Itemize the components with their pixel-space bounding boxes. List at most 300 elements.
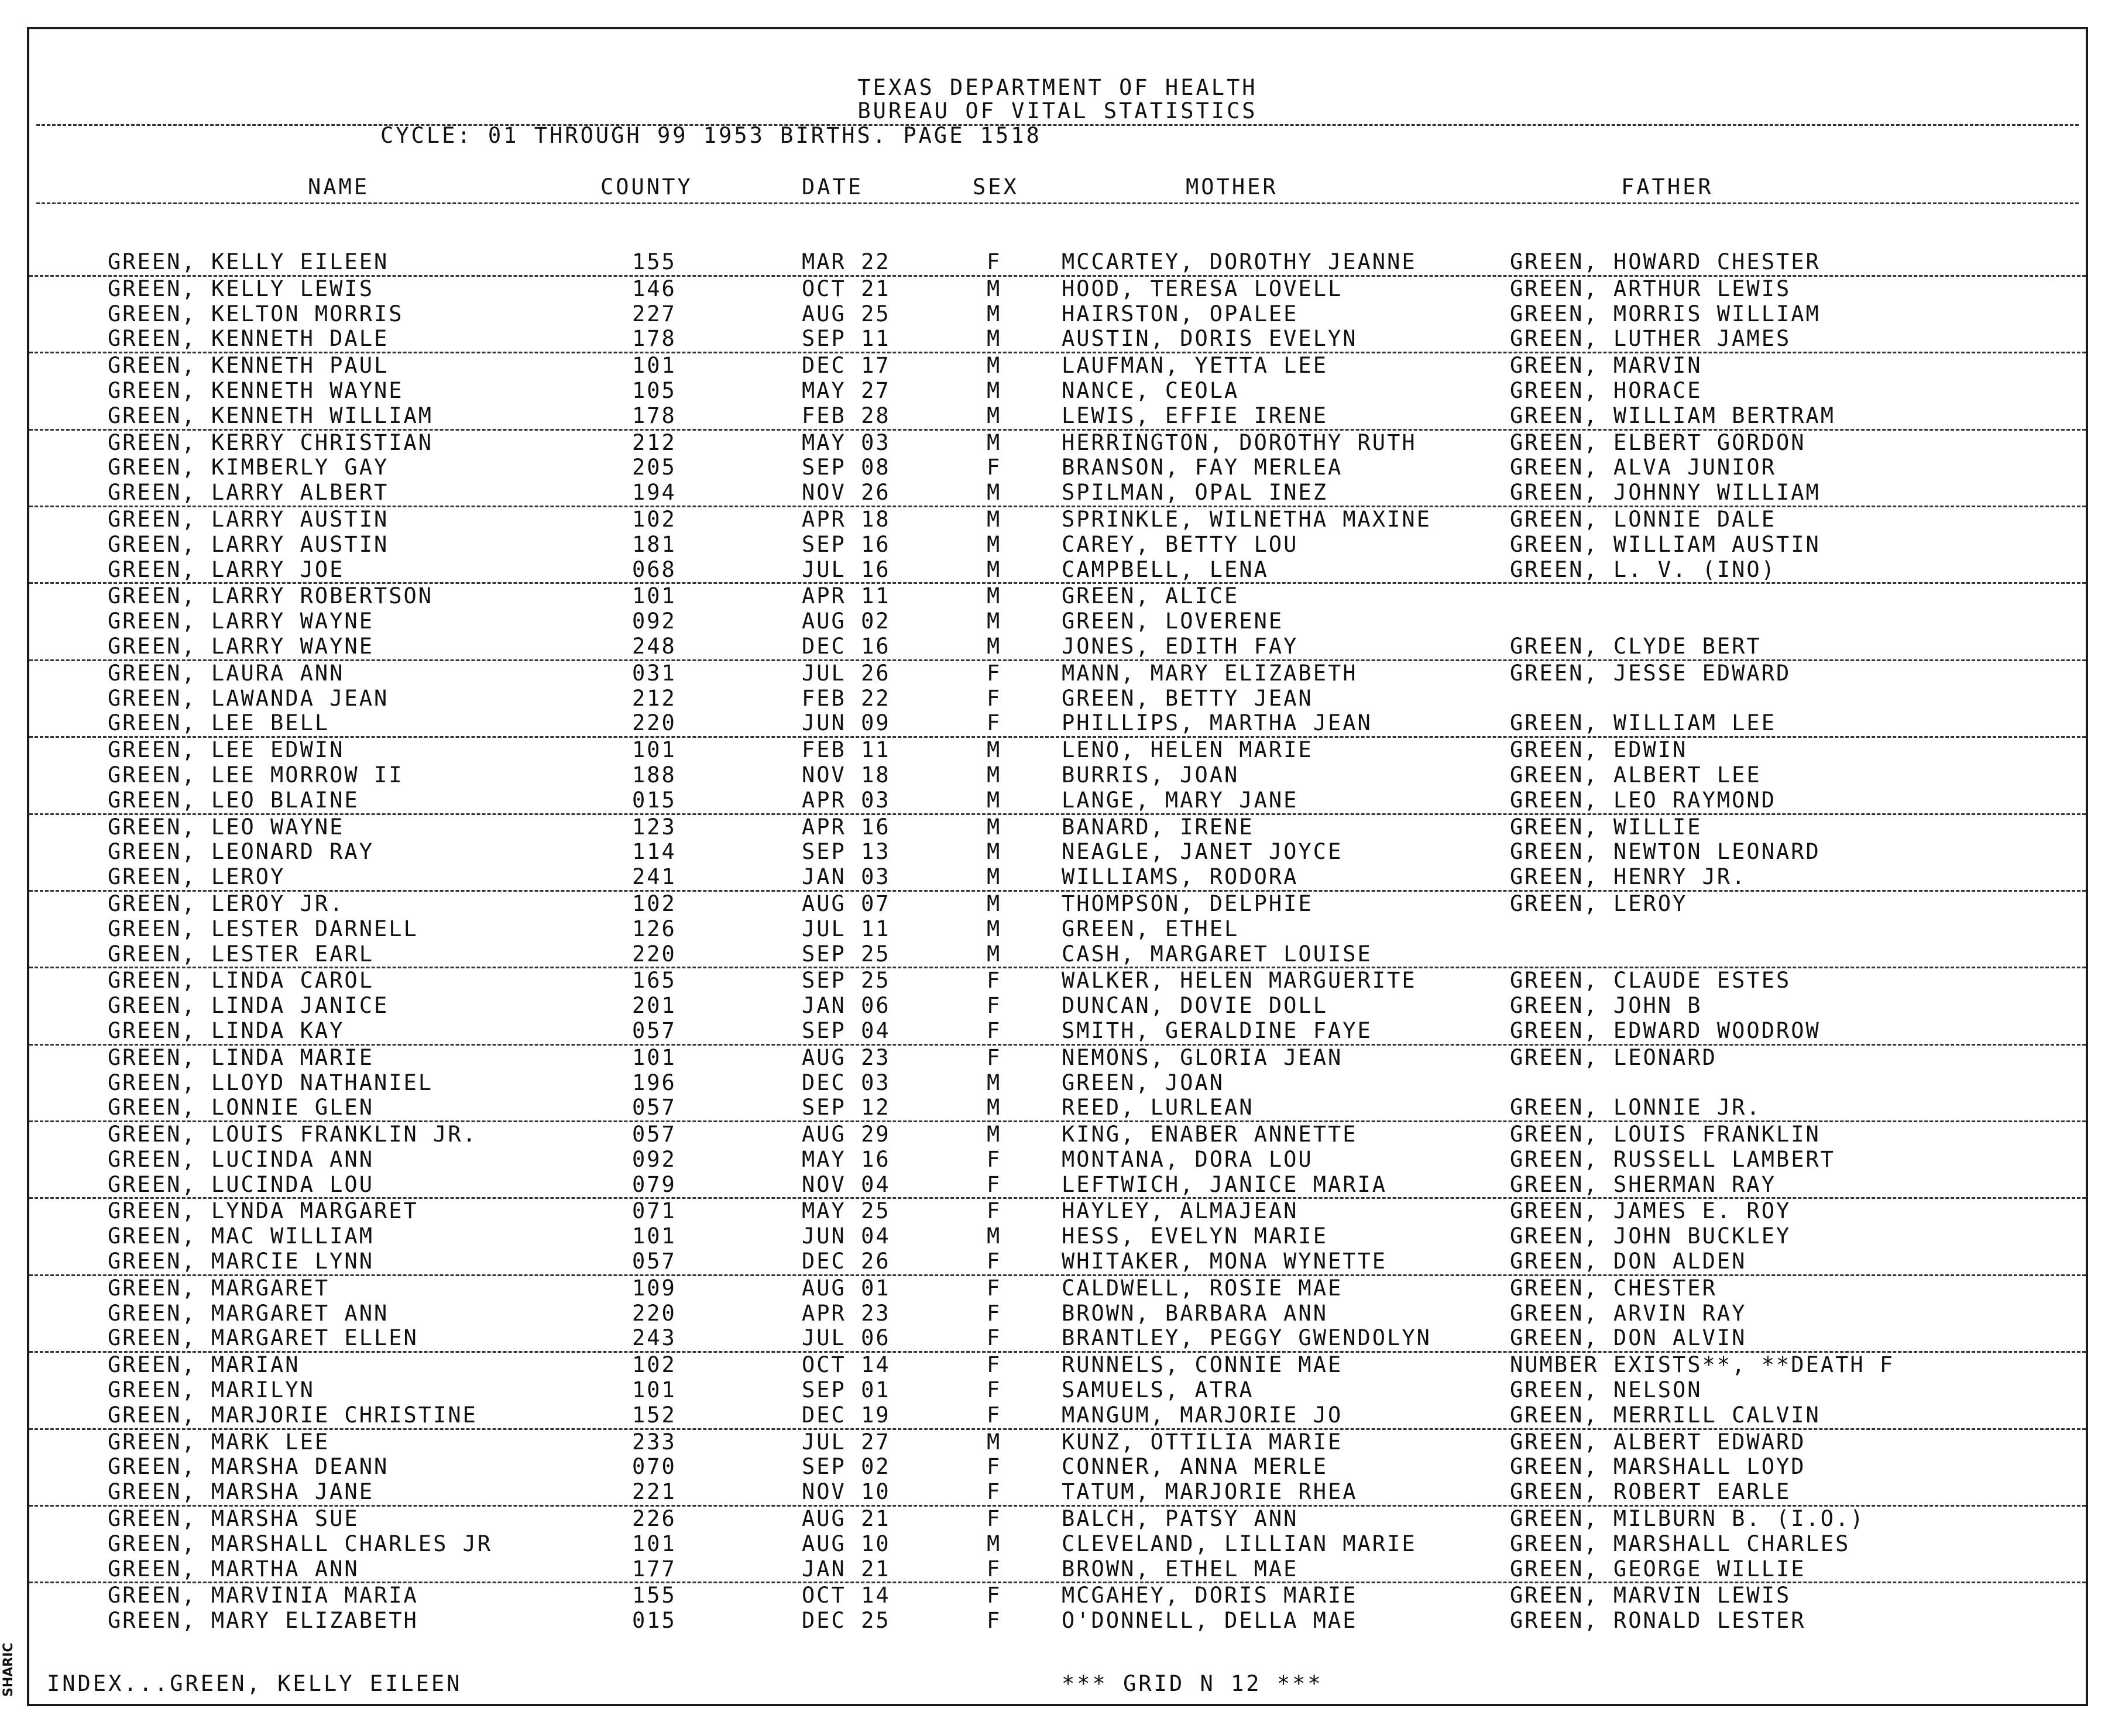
cell-county: 212	[632, 685, 677, 711]
cell-name: GREEN, LEROY	[108, 864, 286, 890]
table-row	[29, 1353, 2086, 1378]
cell-date: SEP 12	[802, 1095, 891, 1120]
table-row	[29, 250, 2086, 277]
cell-father: GREEN, WILLIAM LEE	[1510, 710, 1776, 736]
cell-county: 221	[632, 1479, 677, 1505]
cell-mother: LANGE, MARY JANE	[1062, 787, 1299, 813]
cell-date: OCT 14	[802, 1352, 891, 1378]
cell-mother: SAMUELS, ATRA	[1062, 1377, 1254, 1403]
cell-mother: SMITH, GERALDINE FAYE	[1062, 1017, 1372, 1043]
grid-label: *** GRID N 12 ***	[1062, 1671, 1323, 1696]
cell-sex: M	[987, 353, 1002, 379]
cell-name: GREEN, LEE MORROW II	[108, 762, 404, 788]
cell-mother: HOOD, TERESA LOVELL	[1062, 276, 1343, 301]
cell-mother: CALDWELL, ROSIE MAE	[1062, 1275, 1343, 1301]
cell-mother: BANARD, IRENE	[1062, 814, 1254, 840]
cell-mother: WILLIAMS, RODORA	[1062, 864, 1299, 890]
cell-mother: CLEVELAND, LILLIAN MARIE	[1062, 1531, 1417, 1556]
column-header-mother: MOTHER	[1186, 174, 1278, 200]
cell-name: GREEN, MARGARET	[108, 1275, 330, 1301]
cell-sex: F	[987, 1044, 1002, 1070]
cell-sex: M	[987, 916, 1002, 941]
cell-name: GREEN, MARCIE LYNN	[108, 1249, 374, 1274]
table-row	[29, 711, 2086, 738]
cell-father: GREEN, JOHNNY WILLIAM	[1510, 480, 1821, 506]
cell-sex: F	[987, 1583, 1002, 1608]
cell-name: GREEN, LAWANDA JEAN	[108, 685, 389, 711]
cell-father: GREEN, JAMES E. ROY	[1510, 1198, 1791, 1224]
cell-date: SEP 13	[802, 839, 891, 865]
cell-mother: KING, ENABER ANNETTE	[1062, 1122, 1358, 1147]
cell-mother: THOMPSON, DELPHIE	[1062, 891, 1313, 916]
cell-sex: F	[987, 1608, 1002, 1634]
cell-sex: M	[987, 556, 1002, 582]
cell-sex: M	[987, 377, 1002, 403]
cell-father: GREEN, ALBERT LEE	[1510, 762, 1762, 788]
cell-mother: RUNNELS, CONNIE MAE	[1062, 1352, 1343, 1378]
table-row	[29, 1608, 2086, 1634]
column-header-father: FATHER	[1621, 174, 1714, 200]
cell-name: GREEN, LONNIE GLEN	[108, 1095, 374, 1120]
cell-date: MAY 16	[802, 1146, 891, 1172]
table-row	[29, 634, 2086, 661]
cell-name: GREEN, MAC WILLIAM	[108, 1223, 374, 1249]
cell-sex: M	[987, 941, 1002, 967]
cell-county: 015	[632, 787, 677, 813]
cell-sex: M	[987, 1429, 1002, 1455]
cell-county: 068	[632, 556, 677, 582]
cell-date: SEP 25	[802, 968, 891, 994]
table-row	[29, 892, 2086, 917]
cell-name: GREEN, LARRY WAYNE	[108, 609, 374, 634]
cell-name: GREEN, LARRY AUSTIN	[108, 506, 389, 532]
cell-father: NUMBER EXISTS**, **DEATH F	[1510, 1352, 1895, 1378]
cell-sex: F	[987, 1352, 1002, 1378]
cell-mother: TATUM, MARJORIE RHEA	[1062, 1479, 1358, 1505]
cell-date: OCT 21	[802, 276, 891, 301]
cell-name: GREEN, LEROY JR.	[108, 891, 345, 916]
cell-father: GREEN, MARSHALL CHARLES	[1510, 1531, 1850, 1556]
table-row	[29, 326, 2086, 353]
table-row	[29, 1430, 2086, 1455]
cell-father: GREEN, LEO RAYMOND	[1510, 787, 1776, 813]
cell-date: JAN 06	[802, 993, 891, 1019]
table-row	[29, 558, 2086, 585]
cell-sex: M	[987, 1070, 1002, 1095]
cell-mother: HERRINGTON, DOROTHY RUTH	[1062, 429, 1417, 455]
table-row	[29, 1224, 2086, 1249]
cell-date: DEC 17	[802, 353, 891, 379]
cell-county: 102	[632, 506, 677, 532]
cell-date: SEP 02	[802, 1454, 891, 1480]
cell-name: GREEN, KENNETH WAYNE	[108, 377, 404, 403]
cell-sex: M	[987, 583, 1002, 609]
cell-father: GREEN, JESSE EDWARD	[1510, 660, 1791, 686]
cell-sex: M	[987, 787, 1002, 813]
cell-date: MAY 27	[802, 377, 891, 403]
cell-county: 031	[632, 660, 677, 686]
cell-sex: M	[987, 531, 1002, 557]
cell-father: GREEN, LUTHER JAMES	[1510, 326, 1791, 352]
cell-date: NOV 18	[802, 762, 891, 788]
cell-county: 233	[632, 1429, 677, 1455]
cell-sex: M	[987, 814, 1002, 840]
cell-date: NOV 04	[802, 1171, 891, 1197]
cell-date: AUG 10	[802, 1531, 891, 1556]
cell-county: 109	[632, 1275, 677, 1301]
cell-sex: M	[987, 506, 1002, 532]
cell-sex: M	[987, 1095, 1002, 1120]
cell-date: DEC 03	[802, 1070, 891, 1095]
table-row	[29, 1403, 2086, 1430]
cell-date: OCT 14	[802, 1583, 891, 1608]
cell-mother: MONTANA, DORA LOU	[1062, 1146, 1313, 1172]
cell-father: GREEN, ARTHUR LEWIS	[1510, 276, 1791, 301]
table-row	[29, 404, 2086, 431]
cell-county: 220	[632, 1300, 677, 1326]
cell-date: JUL 27	[802, 1429, 891, 1455]
cell-father: GREEN, ALVA JUNIOR	[1510, 455, 1776, 480]
column-header-date: DATE	[802, 174, 864, 200]
cell-date: SEP 25	[802, 941, 891, 967]
table-row	[29, 532, 2086, 558]
cell-father: GREEN, SHERMAN RAY	[1510, 1171, 1776, 1197]
cell-mother: NEMONS, GLORIA JEAN	[1062, 1044, 1343, 1070]
cell-mother: WHITAKER, MONA WYNETTE	[1062, 1249, 1388, 1274]
cell-county: 155	[632, 1583, 677, 1608]
table-row	[29, 1378, 2086, 1403]
cell-mother: AUSTIN, DORIS EVELYN	[1062, 326, 1358, 352]
cell-name: GREEN, LOUIS FRANKLIN JR.	[108, 1122, 478, 1147]
cell-date: AUG 25	[802, 301, 891, 326]
cell-mother: GREEN, ETHEL	[1062, 916, 1240, 941]
cell-sex: M	[987, 403, 1002, 428]
cell-sex: F	[987, 1275, 1002, 1301]
cell-sex: F	[987, 1454, 1002, 1480]
cell-sex: M	[987, 301, 1002, 326]
table-row	[29, 686, 2086, 711]
table-row	[29, 1276, 2086, 1301]
table-row	[29, 431, 2086, 456]
cell-father: GREEN, CLAUDE ESTES	[1510, 968, 1791, 994]
table-row	[29, 609, 2086, 634]
cell-sex: F	[987, 1198, 1002, 1224]
table-row	[29, 1507, 2086, 1532]
cell-name: GREEN, LINDA KAY	[108, 1017, 345, 1043]
cell-date: DEC 19	[802, 1402, 891, 1428]
cell-father: GREEN, EDWARD WOODROW	[1510, 1017, 1821, 1043]
cell-father: GREEN, DON ALVIN	[1510, 1325, 1747, 1351]
cell-father: GREEN, L. V. (INO)	[1510, 556, 1776, 582]
cell-father: GREEN, DON ALDEN	[1510, 1249, 1747, 1274]
cell-name: GREEN, KENNETH DALE	[108, 326, 389, 352]
cell-mother: HAYLEY, ALMAJEAN	[1062, 1198, 1299, 1224]
cell-county: 092	[632, 609, 677, 634]
cell-father: GREEN, HOWARD CHESTER	[1510, 249, 1821, 274]
cell-date: APR 03	[802, 787, 891, 813]
cell-name: GREEN, KENNETH PAUL	[108, 353, 389, 379]
cell-date: JAN 21	[802, 1556, 891, 1582]
cell-father: GREEN, ARVIN RAY	[1510, 1300, 1747, 1326]
cell-county: 101	[632, 583, 677, 609]
cell-county: 248	[632, 633, 677, 659]
cell-mother: MANGUM, MARJORIE JO	[1062, 1402, 1343, 1428]
cell-date: AUG 01	[802, 1275, 891, 1301]
cell-name: GREEN, LEO WAYNE	[108, 814, 345, 840]
cell-date: JUL 11	[802, 916, 891, 941]
table-row	[29, 1301, 2086, 1326]
cell-name: GREEN, KENNETH WILLIAM	[108, 403, 434, 428]
cell-mother: NEAGLE, JANET JOYCE	[1062, 839, 1343, 865]
table-row	[29, 788, 2086, 815]
cell-father: GREEN, LEONARD	[1510, 1044, 1717, 1070]
cell-mother: BALCH, PATSY ANN	[1062, 1506, 1299, 1532]
cell-date: MAY 25	[802, 1198, 891, 1224]
cell-name: GREEN, MARSHA DEANN	[108, 1454, 389, 1480]
side-label: SHARIC	[1, 1642, 16, 1697]
cell-mother: LENO, HELEN MARIE	[1062, 737, 1313, 763]
cell-date: JUN 09	[802, 710, 891, 736]
cell-mother: KUNZ, OTTILIA MARIE	[1062, 1429, 1343, 1455]
cell-sex: F	[987, 1300, 1002, 1326]
cell-name: GREEN, MARSHALL CHARLES JR	[108, 1531, 493, 1556]
table-row	[29, 917, 2086, 942]
bureau-title: BUREAU OF VITAL STATISTICS	[857, 98, 1258, 123]
cell-county: 243	[632, 1325, 677, 1351]
cell-county: 241	[632, 864, 677, 890]
cell-sex: M	[987, 633, 1002, 659]
cell-father: GREEN, JOHN B	[1510, 993, 1702, 1019]
cell-date: SEP 16	[802, 531, 891, 557]
cell-name: GREEN, LEE BELL	[108, 710, 330, 736]
index-label: INDEX...GREEN, KELLY EILEEN	[47, 1671, 462, 1696]
cell-name: GREEN, LLOYD NATHANIEL	[108, 1070, 434, 1095]
cell-name: GREEN, LINDA MARIE	[108, 1044, 374, 1070]
cell-sex: M	[987, 839, 1002, 865]
cell-sex: F	[987, 1556, 1002, 1582]
cell-mother: LEWIS, EFFIE IRENE	[1062, 403, 1328, 428]
table-row	[29, 1583, 2086, 1608]
cell-county: 146	[632, 276, 677, 301]
table-row	[29, 1557, 2086, 1584]
cell-sex: F	[987, 993, 1002, 1019]
cell-county: 101	[632, 737, 677, 763]
cell-name: GREEN, MARGARET ANN	[108, 1300, 389, 1326]
cell-name: GREEN, MARIAN	[108, 1352, 300, 1378]
cell-mother: O'DONNELL, DELLA MAE	[1062, 1608, 1358, 1634]
cell-county: 057	[632, 1017, 677, 1043]
cell-name: GREEN, LUCINDA LOU	[108, 1171, 374, 1197]
table-row	[29, 584, 2086, 609]
cell-father: GREEN, HENRY JR.	[1510, 864, 1747, 890]
table-row	[29, 1046, 2086, 1071]
cell-name: GREEN, MARGARET ELLEN	[108, 1325, 418, 1351]
cell-father: GREEN, RONALD LESTER	[1510, 1608, 1806, 1634]
cell-name: GREEN, KIMBERLY GAY	[108, 455, 389, 480]
cell-county: 123	[632, 814, 677, 840]
cell-father: GREEN, WILLIAM BERTRAM	[1510, 403, 1836, 428]
cell-county: 057	[632, 1122, 677, 1147]
cell-mother: CAMPBELL, LENA	[1062, 556, 1269, 582]
table-row	[29, 1095, 2086, 1122]
cell-father: GREEN, ELBERT GORDON	[1510, 429, 1806, 455]
cell-county: 188	[632, 762, 677, 788]
cell-county: 220	[632, 710, 677, 736]
cell-father: GREEN, ALBERT EDWARD	[1510, 1429, 1806, 1455]
cell-county: 152	[632, 1402, 677, 1428]
cell-date: APR 18	[802, 506, 891, 532]
cell-father: GREEN, MERRILL CALVIN	[1510, 1402, 1821, 1428]
cell-county: 015	[632, 1608, 677, 1634]
cell-county: 227	[632, 301, 677, 326]
table-row	[29, 840, 2086, 865]
cell-name: GREEN, MARSHA JANE	[108, 1479, 374, 1505]
table-row	[29, 1326, 2086, 1353]
cell-date: AUG 21	[802, 1506, 891, 1532]
cell-father: GREEN, CHESTER	[1510, 1275, 1717, 1301]
cell-sex: F	[987, 249, 1002, 274]
cell-sex: M	[987, 737, 1002, 763]
table-row	[29, 1019, 2086, 1046]
cell-mother: GREEN, ALICE	[1062, 583, 1240, 609]
cell-father: GREEN, MORRIS WILLIAM	[1510, 301, 1821, 326]
cell-county: 178	[632, 403, 677, 428]
table-row	[29, 379, 2086, 404]
cell-sex: F	[987, 1325, 1002, 1351]
cell-father: GREEN, MILBURN B. (I.O.)	[1510, 1506, 1865, 1532]
cell-sex: F	[987, 968, 1002, 994]
cell-mother: SPRINKLE, WILNETHA MAXINE	[1062, 506, 1431, 532]
cell-name: GREEN, MARY ELIZABETH	[108, 1608, 418, 1634]
table-row	[29, 738, 2086, 763]
cell-county: 194	[632, 480, 677, 506]
cell-mother: BRANTLEY, PEGGY GWENDOLYN	[1062, 1325, 1431, 1351]
cell-name: GREEN, MARVINIA MARIA	[108, 1583, 418, 1608]
cell-mother: CAREY, BETTY LOU	[1062, 531, 1299, 557]
cell-mother: MCGAHEY, DORIS MARIE	[1062, 1583, 1358, 1608]
cell-county: 205	[632, 455, 677, 480]
cell-father: GREEN, LONNIE DALE	[1510, 506, 1776, 532]
table-row	[29, 865, 2086, 892]
column-header-name: NAME	[308, 174, 370, 200]
cell-mother: BURRIS, JOAN	[1062, 762, 1240, 788]
cell-county: 057	[632, 1095, 677, 1120]
cell-mother: CONNER, ANNA MERLE	[1062, 1454, 1328, 1480]
cell-sex: F	[987, 660, 1002, 686]
cell-name: GREEN, MARILYN	[108, 1377, 315, 1403]
cell-father: GREEN, NELSON	[1510, 1377, 1702, 1403]
table-row	[29, 1249, 2086, 1276]
cell-county: 114	[632, 839, 677, 865]
cell-mother: MCCARTEY, DOROTHY JEANNE	[1062, 249, 1417, 274]
cell-father: GREEN, MARSHALL LOYD	[1510, 1454, 1806, 1480]
cell-father: GREEN, NEWTON LEONARD	[1510, 839, 1821, 865]
table-row	[29, 1122, 2086, 1147]
cell-name: GREEN, KELLY LEWIS	[108, 276, 374, 301]
cell-name: GREEN, MARK LEE	[108, 1429, 330, 1455]
cell-sex: M	[987, 609, 1002, 634]
cell-name: GREEN, LINDA CAROL	[108, 968, 374, 994]
cell-sex: M	[987, 326, 1002, 352]
cell-father: GREEN, RUSSELL LAMBERT	[1510, 1146, 1836, 1172]
cell-sex: F	[987, 1171, 1002, 1197]
cell-sex: F	[987, 1146, 1002, 1172]
cell-date: FEB 11	[802, 737, 891, 763]
cell-name: GREEN, LINDA JANICE	[108, 993, 389, 1019]
cell-county: 177	[632, 1556, 677, 1582]
table-row	[29, 1071, 2086, 1096]
cell-mother: HESS, EVELYN MARIE	[1062, 1223, 1328, 1249]
cell-date: APR 23	[802, 1300, 891, 1326]
cell-name: GREEN, LARRY ALBERT	[108, 480, 389, 506]
cell-sex: M	[987, 276, 1002, 301]
cell-name: GREEN, MARJORIE CHRISTINE	[108, 1402, 478, 1428]
cell-name: GREEN, LEO BLAINE	[108, 787, 359, 813]
cell-sex: M	[987, 864, 1002, 890]
table-row	[29, 1147, 2086, 1173]
cell-county: 220	[632, 941, 677, 967]
table-row	[29, 353, 2086, 379]
cell-mother: DUNCAN, DOVIE DOLL	[1062, 993, 1328, 1019]
cell-sex: F	[987, 1377, 1002, 1403]
cell-sex: M	[987, 891, 1002, 916]
table-row	[29, 763, 2086, 788]
cell-county: 212	[632, 429, 677, 455]
cell-sex: M	[987, 429, 1002, 455]
cell-name: GREEN, KELLY EILEEN	[108, 249, 389, 274]
cell-county: 226	[632, 1506, 677, 1532]
cell-date: JUL 26	[802, 660, 891, 686]
cell-name: GREEN, LARRY ROBERTSON	[108, 583, 434, 609]
cell-date: SEP 01	[802, 1377, 891, 1403]
cell-father: GREEN, CLYDE BERT	[1510, 633, 1762, 659]
table-row	[29, 507, 2086, 532]
cell-mother: LEFTWICH, JANICE MARIA	[1062, 1171, 1388, 1197]
cell-sex: F	[987, 1017, 1002, 1043]
cycle-line: CYCLE: 01 THROUGH 99 1953 BIRTHS. PAGE 1518	[380, 123, 1042, 148]
cell-county: 101	[632, 353, 677, 379]
cell-name: GREEN, LESTER DARNELL	[108, 916, 418, 941]
cell-father: GREEN, LONNIE JR.	[1510, 1095, 1762, 1120]
cell-date: APR 16	[802, 814, 891, 840]
cell-county: 101	[632, 1223, 677, 1249]
cell-sex: F	[987, 1479, 1002, 1505]
column-header-rule	[36, 202, 2079, 204]
cell-sex: F	[987, 710, 1002, 736]
table-row	[29, 1532, 2086, 1557]
cell-mother: BRANSON, FAY MERLEA	[1062, 455, 1343, 480]
cell-mother: HAIRSTON, OPALEE	[1062, 301, 1299, 326]
cell-county: 101	[632, 1377, 677, 1403]
table-row	[29, 1173, 2086, 1199]
cell-mother: LAUFMAN, YETTA LEE	[1062, 353, 1328, 379]
cell-date: FEB 28	[802, 403, 891, 428]
cell-sex: F	[987, 455, 1002, 480]
cell-county: 079	[632, 1171, 677, 1197]
cell-mother: JONES, EDITH FAY	[1062, 633, 1299, 659]
cell-date: NOV 26	[802, 480, 891, 506]
table-row	[29, 661, 2086, 686]
cell-sex: M	[987, 1223, 1002, 1249]
table-row	[29, 455, 2086, 480]
table-row	[29, 942, 2086, 969]
cell-mother: GREEN, BETTY JEAN	[1062, 685, 1313, 711]
cell-county: 181	[632, 531, 677, 557]
cell-father: GREEN, HORACE	[1510, 377, 1702, 403]
cell-sex: F	[987, 1402, 1002, 1428]
cell-mother: PHILLIPS, MARTHA JEAN	[1062, 710, 1372, 736]
cell-father: GREEN, ROBERT EARLE	[1510, 1479, 1791, 1505]
